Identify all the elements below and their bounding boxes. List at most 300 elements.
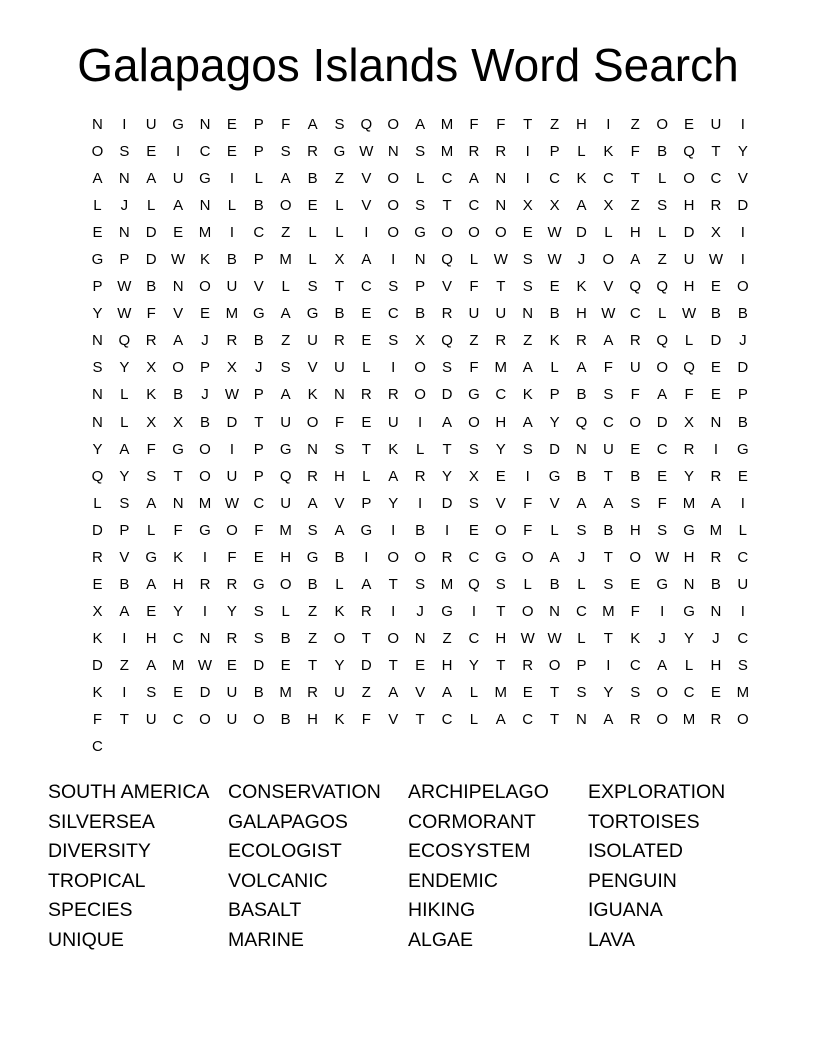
- grid-letter[interactable]: B: [657, 143, 668, 161]
- grid-letter[interactable]: G: [683, 602, 695, 620]
- grid-letter[interactable]: K: [603, 143, 614, 161]
- grid-letter[interactable]: F: [92, 711, 103, 729]
- grid-letter[interactable]: E: [146, 602, 157, 620]
- grid-letter[interactable]: E: [307, 197, 318, 215]
- grid-letter[interactable]: G: [145, 548, 158, 566]
- grid-letter[interactable]: R: [145, 332, 157, 350]
- grid-letter[interactable]: Q: [575, 413, 588, 431]
- grid-letter[interactable]: R: [387, 386, 399, 404]
- grid-letter[interactable]: D: [576, 224, 587, 242]
- grid-letter[interactable]: L: [335, 197, 344, 215]
- grid-letter[interactable]: C: [629, 305, 641, 323]
- grid-letter[interactable]: R: [307, 684, 318, 701]
- grid-letter[interactable]: O: [494, 521, 507, 539]
- grid-letter[interactable]: V: [307, 359, 318, 377]
- grid-letter[interactable]: D: [683, 224, 695, 242]
- grid-letter[interactable]: A: [657, 656, 668, 674]
- grid-letter[interactable]: W: [224, 494, 239, 512]
- grid-letter[interactable]: J: [120, 197, 129, 215]
- grid-letter[interactable]: N: [414, 251, 426, 269]
- grid-letter[interactable]: M: [682, 494, 696, 512]
- grid-letter[interactable]: T: [496, 656, 506, 674]
- grid-letter[interactable]: L: [550, 359, 559, 377]
- grid-letter[interactable]: P: [253, 386, 264, 404]
- grid-letter[interactable]: Y: [388, 494, 399, 512]
- grid-letter[interactable]: S: [388, 278, 399, 296]
- grid-letter[interactable]: D: [92, 656, 103, 674]
- grid-letter[interactable]: I: [229, 224, 234, 242]
- grid-letter[interactable]: P: [253, 143, 264, 161]
- grid-letter[interactable]: B: [253, 684, 264, 701]
- grid-letter[interactable]: S: [657, 521, 668, 539]
- grid-letter[interactable]: L: [415, 440, 425, 458]
- grid-letter[interactable]: B: [146, 278, 157, 296]
- grid-letter[interactable]: R: [226, 332, 238, 350]
- grid-letter[interactable]: L: [93, 494, 102, 512]
- grid-letter[interactable]: T: [550, 711, 560, 729]
- grid-letter[interactable]: J: [658, 629, 666, 647]
- grid-letter[interactable]: O: [279, 197, 292, 215]
- grid-letter[interactable]: O: [414, 548, 426, 566]
- grid-letter[interactable]: M: [198, 494, 212, 512]
- grid-letter[interactable]: X: [468, 467, 479, 485]
- grid-letter[interactable]: T: [361, 440, 371, 458]
- grid-letter[interactable]: T: [630, 170, 640, 188]
- grid-letter[interactable]: I: [418, 494, 423, 512]
- grid-letter[interactable]: L: [469, 711, 479, 729]
- grid-letter[interactable]: O: [306, 413, 319, 431]
- grid-letter[interactable]: X: [603, 197, 614, 215]
- grid-letter[interactable]: H: [576, 116, 587, 134]
- grid-letter[interactable]: O: [736, 278, 749, 296]
- grid-letter[interactable]: Y: [495, 440, 506, 458]
- grid-letter[interactable]: N: [92, 386, 103, 404]
- grid-letter[interactable]: F: [630, 602, 640, 620]
- grid-letter[interactable]: S: [495, 575, 506, 593]
- grid-letter[interactable]: Z: [550, 116, 560, 134]
- grid-letter[interactable]: M: [494, 359, 508, 377]
- grid-letter[interactable]: L: [577, 575, 586, 593]
- grid-letter[interactable]: S: [415, 575, 426, 593]
- grid-letter[interactable]: Z: [281, 224, 291, 242]
- grid-letter[interactable]: S: [576, 684, 587, 701]
- grid-letter[interactable]: T: [388, 656, 398, 674]
- grid-letter[interactable]: L: [93, 197, 102, 215]
- grid-letter[interactable]: S: [253, 629, 264, 647]
- grid-letter[interactable]: E: [361, 305, 372, 323]
- grid-letter[interactable]: T: [603, 629, 613, 647]
- grid-letter[interactable]: D: [253, 656, 265, 674]
- grid-letter[interactable]: L: [523, 575, 532, 593]
- grid-letter[interactable]: A: [361, 575, 372, 593]
- grid-letter[interactable]: J: [577, 548, 586, 566]
- grid-letter[interactable]: Z: [361, 684, 371, 701]
- grid-letter[interactable]: Y: [226, 602, 237, 620]
- grid-letter[interactable]: F: [469, 278, 479, 296]
- grid-letter[interactable]: R: [226, 629, 238, 647]
- grid-letter[interactable]: E: [146, 143, 157, 161]
- grid-letter[interactable]: B: [253, 197, 264, 215]
- grid-letter[interactable]: N: [710, 413, 722, 431]
- grid-letter[interactable]: X: [710, 224, 721, 242]
- grid-letter[interactable]: J: [416, 602, 424, 620]
- grid-letter[interactable]: O: [656, 359, 668, 377]
- grid-letter[interactable]: K: [576, 170, 587, 188]
- grid-letter[interactable]: E: [710, 684, 721, 701]
- grid-letter[interactable]: I: [525, 143, 530, 161]
- grid-letter[interactable]: S: [92, 359, 103, 377]
- grid-letter[interactable]: T: [254, 413, 264, 431]
- grid-letter[interactable]: N: [199, 629, 211, 647]
- grid-letter[interactable]: F: [361, 711, 371, 729]
- grid-letter[interactable]: G: [441, 602, 453, 620]
- grid-letter[interactable]: A: [603, 332, 614, 350]
- grid-letter[interactable]: L: [362, 359, 371, 377]
- grid-letter[interactable]: A: [119, 602, 130, 620]
- grid-letter[interactable]: L: [335, 224, 344, 242]
- grid-letter[interactable]: B: [253, 332, 264, 350]
- grid-letter[interactable]: O: [199, 711, 211, 729]
- grid-letter[interactable]: I: [176, 143, 181, 161]
- grid-letter[interactable]: P: [119, 521, 130, 539]
- grid-letter[interactable]: G: [414, 224, 426, 242]
- grid-letter[interactable]: M: [225, 305, 239, 323]
- grid-letter[interactable]: K: [92, 629, 103, 647]
- grid-letter[interactable]: C: [92, 738, 103, 756]
- grid-letter[interactable]: V: [495, 494, 506, 512]
- grid-letter[interactable]: Q: [91, 467, 104, 485]
- grid-letter[interactable]: G: [736, 440, 749, 458]
- grid-letter[interactable]: O: [333, 629, 346, 647]
- grid-letter[interactable]: I: [418, 413, 423, 431]
- grid-letter[interactable]: H: [495, 413, 507, 431]
- grid-letter[interactable]: Y: [119, 467, 130, 485]
- grid-letter[interactable]: G: [252, 575, 265, 593]
- grid-letter[interactable]: L: [147, 197, 156, 215]
- grid-letter[interactable]: M: [736, 684, 750, 701]
- grid-letter[interactable]: A: [280, 305, 291, 323]
- grid-letter[interactable]: L: [469, 684, 479, 701]
- grid-letter[interactable]: O: [252, 711, 265, 729]
- grid-letter[interactable]: I: [202, 548, 208, 566]
- grid-letter[interactable]: S: [119, 143, 130, 161]
- grid-letter[interactable]: H: [441, 656, 453, 674]
- grid-letter[interactable]: B: [415, 521, 426, 539]
- grid-letter[interactable]: C: [253, 494, 265, 512]
- grid-letter[interactable]: N: [495, 170, 507, 188]
- grid-letter[interactable]: A: [657, 386, 668, 404]
- grid-letter[interactable]: Q: [360, 116, 373, 134]
- grid-letter[interactable]: G: [199, 521, 211, 539]
- grid-letter[interactable]: N: [92, 332, 103, 350]
- grid-letter[interactable]: L: [577, 629, 586, 647]
- grid-letter[interactable]: M: [682, 711, 696, 729]
- grid-letter[interactable]: E: [468, 521, 479, 539]
- grid-letter[interactable]: N: [118, 170, 130, 188]
- grid-letter[interactable]: A: [119, 440, 130, 458]
- grid-letter[interactable]: U: [468, 305, 480, 323]
- grid-letter[interactable]: R: [683, 440, 695, 458]
- grid-letter[interactable]: R: [334, 332, 345, 350]
- grid-letter[interactable]: S: [657, 197, 668, 215]
- grid-letter[interactable]: T: [307, 656, 318, 674]
- grid-letter[interactable]: W: [547, 251, 562, 269]
- grid-letter[interactable]: S: [603, 386, 614, 404]
- grid-letter[interactable]: B: [415, 305, 426, 323]
- grid-letter[interactable]: Q: [656, 332, 668, 350]
- grid-letter[interactable]: N: [172, 278, 184, 296]
- grid-letter[interactable]: U: [145, 711, 157, 729]
- grid-letter[interactable]: L: [120, 386, 129, 404]
- grid-letter[interactable]: W: [655, 548, 670, 566]
- grid-letter[interactable]: V: [361, 170, 372, 188]
- grid-letter[interactable]: F: [254, 521, 264, 539]
- grid-letter[interactable]: O: [279, 575, 292, 593]
- grid-letter[interactable]: O: [387, 224, 400, 242]
- grid-letter[interactable]: C: [737, 629, 749, 647]
- grid-letter[interactable]: X: [522, 197, 533, 215]
- grid-letter[interactable]: I: [391, 602, 396, 620]
- grid-letter[interactable]: B: [334, 305, 345, 323]
- grid-letter[interactable]: U: [145, 116, 157, 134]
- grid-letter[interactable]: E: [92, 575, 103, 593]
- grid-letter[interactable]: U: [307, 332, 318, 350]
- grid-letter[interactable]: S: [468, 440, 479, 458]
- grid-letter[interactable]: P: [576, 656, 587, 674]
- grid-letter[interactable]: Z: [630, 116, 640, 134]
- grid-letter[interactable]: Y: [684, 629, 695, 647]
- grid-letter[interactable]: K: [92, 684, 103, 701]
- grid-letter[interactable]: Y: [603, 684, 614, 701]
- grid-letter[interactable]: A: [522, 359, 533, 377]
- grid-letter[interactable]: W: [117, 278, 132, 296]
- grid-letter[interactable]: B: [119, 575, 130, 593]
- grid-letter[interactable]: F: [523, 521, 533, 539]
- grid-letter[interactable]: H: [495, 629, 507, 647]
- grid-letter[interactable]: S: [468, 494, 479, 512]
- grid-letter[interactable]: F: [657, 494, 667, 512]
- grid-letter[interactable]: Q: [683, 143, 695, 161]
- grid-letter[interactable]: G: [252, 305, 265, 323]
- grid-letter[interactable]: R: [92, 548, 103, 566]
- grid-letter[interactable]: A: [146, 575, 157, 593]
- grid-letter[interactable]: X: [146, 359, 157, 377]
- grid-letter[interactable]: I: [229, 170, 234, 188]
- grid-letter[interactable]: R: [468, 143, 480, 161]
- grid-letter[interactable]: D: [737, 197, 749, 215]
- grid-letter[interactable]: E: [522, 224, 533, 242]
- grid-letter[interactable]: O: [629, 413, 642, 431]
- grid-letter[interactable]: S: [522, 251, 533, 269]
- grid-letter[interactable]: F: [146, 440, 156, 458]
- grid-letter[interactable]: E: [253, 548, 264, 566]
- grid-letter[interactable]: L: [657, 224, 667, 242]
- grid-letter[interactable]: L: [657, 305, 667, 323]
- grid-letter[interactable]: A: [576, 494, 587, 512]
- grid-letter[interactable]: O: [548, 656, 561, 674]
- grid-letter[interactable]: U: [172, 170, 184, 188]
- grid-letter[interactable]: F: [630, 386, 640, 404]
- grid-letter[interactable]: B: [280, 629, 291, 647]
- grid-letter[interactable]: G: [306, 548, 319, 566]
- grid-letter[interactable]: T: [173, 467, 183, 485]
- grid-letter[interactable]: S: [307, 521, 318, 539]
- grid-letter[interactable]: T: [415, 711, 425, 729]
- grid-letter[interactable]: N: [199, 197, 211, 215]
- grid-letter[interactable]: H: [629, 521, 641, 539]
- grid-letter[interactable]: E: [495, 467, 506, 485]
- grid-letter[interactable]: J: [255, 359, 263, 377]
- grid-letter[interactable]: S: [576, 521, 587, 539]
- grid-letter[interactable]: H: [145, 629, 157, 647]
- grid-letter[interactable]: O: [387, 170, 400, 188]
- grid-letter[interactable]: V: [415, 684, 426, 701]
- grid-letter[interactable]: E: [280, 656, 291, 674]
- grid-letter[interactable]: V: [253, 278, 264, 296]
- grid-letter[interactable]: C: [629, 656, 641, 674]
- grid-letter[interactable]: M: [279, 251, 292, 269]
- grid-letter[interactable]: K: [307, 386, 318, 404]
- grid-letter[interactable]: K: [146, 386, 157, 404]
- grid-letter[interactable]: A: [710, 494, 721, 512]
- grid-letter[interactable]: F: [603, 359, 613, 377]
- grid-letter[interactable]: C: [683, 684, 695, 701]
- grid-letter[interactable]: S: [737, 656, 748, 674]
- grid-letter[interactable]: H: [280, 548, 292, 566]
- grid-letter[interactable]: L: [147, 521, 156, 539]
- grid-letter[interactable]: O: [441, 224, 453, 242]
- grid-letter[interactable]: I: [391, 359, 396, 377]
- grid-letter[interactable]: R: [710, 197, 722, 215]
- grid-letter[interactable]: M: [279, 521, 292, 539]
- grid-letter[interactable]: A: [334, 521, 345, 539]
- grid-letter[interactable]: L: [469, 251, 479, 269]
- grid-letter[interactable]: Z: [307, 629, 318, 647]
- grid-letter[interactable]: A: [442, 413, 453, 431]
- grid-letter[interactable]: R: [629, 711, 641, 729]
- grid-letter[interactable]: Z: [469, 332, 479, 350]
- grid-letter[interactable]: Z: [657, 251, 667, 269]
- grid-letter[interactable]: E: [173, 684, 184, 701]
- grid-letter[interactable]: V: [173, 305, 184, 323]
- grid-letter[interactable]: N: [576, 711, 587, 729]
- grid-letter[interactable]: E: [522, 684, 533, 701]
- grid-letter[interactable]: S: [603, 575, 614, 593]
- grid-letter[interactable]: B: [737, 305, 748, 323]
- grid-letter[interactable]: K: [388, 440, 399, 458]
- grid-letter[interactable]: D: [360, 656, 372, 674]
- grid-letter[interactable]: F: [281, 116, 291, 134]
- grid-letter[interactable]: Q: [441, 251, 453, 269]
- grid-letter[interactable]: P: [253, 467, 264, 485]
- grid-letter[interactable]: Q: [683, 359, 695, 377]
- grid-letter[interactable]: B: [549, 575, 560, 593]
- grid-letter[interactable]: A: [280, 170, 291, 188]
- grid-letter[interactable]: B: [280, 711, 291, 729]
- grid-letter[interactable]: N: [92, 116, 103, 134]
- grid-letter[interactable]: T: [523, 116, 533, 134]
- grid-letter[interactable]: M: [440, 575, 454, 593]
- grid-letter[interactable]: A: [603, 494, 614, 512]
- grid-letter[interactable]: E: [200, 305, 211, 323]
- grid-letter[interactable]: S: [415, 143, 426, 161]
- grid-letter[interactable]: G: [683, 521, 695, 539]
- grid-letter[interactable]: Z: [523, 332, 533, 350]
- grid-letter[interactable]: E: [226, 143, 237, 161]
- grid-letter[interactable]: B: [576, 467, 587, 485]
- grid-letter[interactable]: S: [334, 440, 345, 458]
- grid-letter[interactable]: P: [253, 440, 264, 458]
- grid-letter[interactable]: S: [522, 278, 533, 296]
- grid-letter[interactable]: C: [495, 386, 507, 404]
- grid-letter[interactable]: Z: [307, 602, 318, 620]
- grid-letter[interactable]: L: [604, 224, 613, 242]
- grid-letter[interactable]: Y: [92, 305, 103, 323]
- grid-letter[interactable]: R: [495, 332, 507, 350]
- grid-letter[interactable]: O: [199, 440, 211, 458]
- grid-letter[interactable]: Q: [468, 575, 480, 593]
- grid-letter[interactable]: G: [91, 251, 104, 269]
- grid-letter[interactable]: J: [201, 332, 209, 350]
- grid-letter[interactable]: B: [603, 521, 614, 539]
- grid-letter[interactable]: I: [364, 224, 369, 242]
- grid-letter[interactable]: H: [683, 197, 695, 215]
- grid-letter[interactable]: N: [172, 494, 184, 512]
- grid-letter[interactable]: C: [172, 629, 184, 647]
- grid-letter[interactable]: E: [630, 575, 641, 593]
- grid-letter[interactable]: W: [601, 305, 616, 323]
- grid-letter[interactable]: O: [199, 467, 211, 485]
- grid-letter[interactable]: P: [549, 143, 560, 161]
- grid-letter[interactable]: R: [199, 575, 211, 593]
- grid-letter[interactable]: V: [119, 548, 130, 566]
- grid-letter[interactable]: Y: [334, 656, 345, 674]
- grid-letter[interactable]: M: [494, 684, 508, 701]
- grid-letter[interactable]: E: [710, 278, 721, 296]
- grid-letter[interactable]: X: [146, 413, 157, 431]
- grid-letter[interactable]: U: [629, 359, 641, 377]
- grid-letter[interactable]: S: [280, 143, 291, 161]
- grid-letter[interactable]: L: [684, 656, 694, 674]
- grid-letter[interactable]: W: [197, 656, 213, 674]
- grid-letter[interactable]: W: [547, 629, 562, 647]
- grid-letter[interactable]: Z: [281, 332, 291, 350]
- grid-letter[interactable]: C: [710, 170, 722, 188]
- grid-letter[interactable]: C: [602, 170, 614, 188]
- grid-letter[interactable]: D: [549, 440, 560, 458]
- grid-letter[interactable]: Y: [119, 359, 130, 377]
- grid-letter[interactable]: K: [200, 251, 211, 269]
- grid-letter[interactable]: S: [415, 197, 426, 215]
- grid-letter[interactable]: O: [387, 116, 400, 134]
- grid-letter[interactable]: I: [660, 602, 665, 620]
- grid-letter[interactable]: W: [681, 305, 697, 323]
- grid-letter[interactable]: E: [737, 467, 748, 485]
- grid-letter[interactable]: P: [253, 251, 264, 269]
- grid-letter[interactable]: C: [576, 602, 587, 620]
- grid-letter[interactable]: J: [739, 332, 747, 350]
- grid-letter[interactable]: O: [387, 548, 400, 566]
- grid-letter[interactable]: G: [360, 521, 373, 539]
- grid-letter[interactable]: I: [202, 602, 208, 620]
- grid-letter[interactable]: P: [361, 494, 372, 512]
- grid-letter[interactable]: I: [364, 548, 369, 566]
- grid-letter[interactable]: I: [606, 656, 611, 674]
- grid-letter[interactable]: L: [120, 413, 129, 431]
- grid-letter[interactable]: P: [200, 359, 211, 377]
- grid-letter[interactable]: M: [709, 521, 723, 539]
- grid-letter[interactable]: K: [576, 278, 587, 296]
